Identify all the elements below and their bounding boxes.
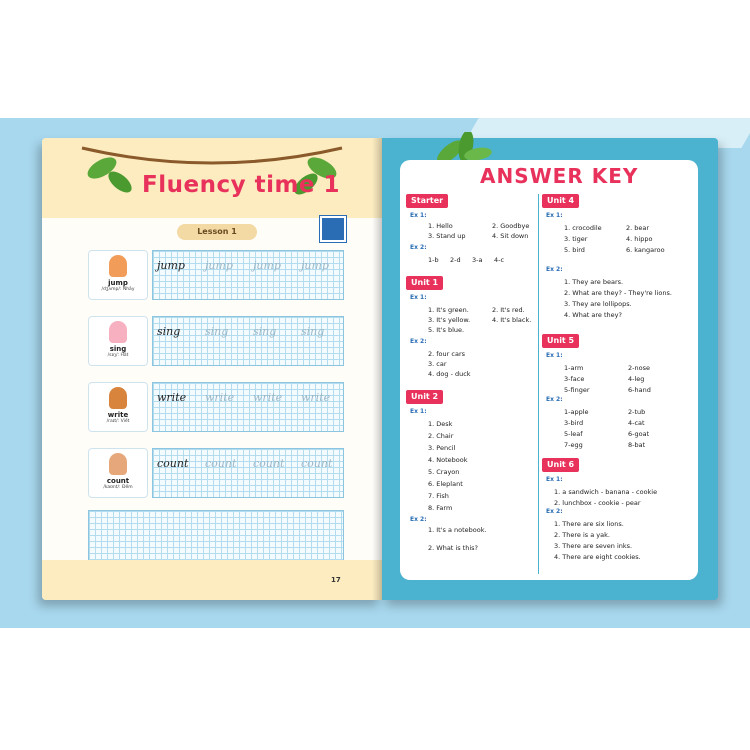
trace-word-dotted: count <box>205 457 237 470</box>
answer: 2. bear <box>626 224 650 232</box>
answer: 1. They are bears. <box>564 278 624 286</box>
unit-label-5: Unit 5 <box>542 334 579 348</box>
answer: 2. What are they? - They're lions. <box>564 289 672 297</box>
answer: 3. car <box>428 360 447 368</box>
answer: 1. a sandwich - banana - cookie <box>554 488 658 496</box>
answer: 4-c <box>494 256 505 264</box>
handwriting-grid <box>152 382 344 432</box>
answer-key-panel <box>400 160 698 580</box>
answer: 3-bird <box>564 419 584 427</box>
exercise-label: Ex 2: <box>546 396 563 403</box>
word-card <box>88 316 148 366</box>
answer: 4-cat <box>628 419 645 427</box>
page-title: Fluency time 1 <box>142 172 341 198</box>
practice-row <box>88 250 344 300</box>
answer: 1. There are six lions. <box>554 520 624 528</box>
unit-label-6: Unit 6 <box>542 458 579 472</box>
trace-word-dotted: write <box>253 391 283 404</box>
singing-kid-icon <box>109 321 127 343</box>
answer: 1-arm <box>564 364 584 372</box>
answer: 8-bat <box>628 441 646 449</box>
jumping-kid-icon <box>109 255 127 277</box>
word-label: sing <box>109 345 127 353</box>
word-card <box>88 448 148 498</box>
exercise-label: Ex 1: <box>546 476 563 483</box>
exercise-label: Ex 2: <box>546 266 563 273</box>
answer: 1. Hello <box>428 222 453 230</box>
word-label: count <box>106 477 130 485</box>
word-label: jump <box>108 279 128 287</box>
answer: 2. Goodbye <box>492 222 530 230</box>
exercise-label: Ex 2: <box>410 244 427 251</box>
answer: 3-face <box>564 375 585 383</box>
exercise-label: Ex 2: <box>410 516 427 523</box>
practice-row <box>88 448 344 498</box>
trace-word-dotted: sing <box>205 325 229 338</box>
answer: 1-b <box>428 256 439 264</box>
trace-word-dotted: write <box>205 391 235 404</box>
answer: 1. Desk <box>428 420 453 428</box>
answer: 8. Farm <box>428 504 453 512</box>
trace-word-dotted: write <box>301 391 331 404</box>
answer: 3. There are seven inks. <box>554 542 633 550</box>
page-number: 17 <box>331 576 341 584</box>
answer: 3. They are lollipops. <box>564 300 632 308</box>
answer: 2-nose <box>628 364 650 372</box>
trace-word-dotted: jump <box>301 259 329 272</box>
answer: 4. What are they? <box>564 311 622 319</box>
answer: 1. crocodile <box>564 224 602 232</box>
word-card <box>88 382 148 432</box>
trace-word-dotted: sing <box>301 325 325 338</box>
answer-key-title: ANSWER KEY <box>480 164 639 188</box>
trace-word-dotted: jump <box>253 259 281 272</box>
answer: 7. Fish <box>428 492 449 500</box>
answer: 7-egg <box>564 441 583 449</box>
qr-code-icon <box>320 216 346 242</box>
answer: 1. It's a notebook. <box>428 526 487 534</box>
answer: 3. Pencil <box>428 444 456 452</box>
answer: 2. four cars <box>428 350 466 358</box>
trace-word: jump <box>157 259 185 272</box>
exercise-label: Ex 1: <box>410 408 427 415</box>
answer: 2-tub <box>628 408 646 416</box>
exercise-label: Ex 1: <box>410 294 427 301</box>
answer: 6. kangaroo <box>626 246 665 254</box>
answer: 3. It's yellow. <box>428 316 471 324</box>
exercise-label: Ex 1: <box>410 212 427 219</box>
trace-word-dotted: jump <box>205 259 233 272</box>
answer: 4. Sit down <box>492 232 529 240</box>
trace-word: count <box>157 457 189 470</box>
exercise-label: Ex 1: <box>546 352 563 359</box>
answer: 2. Chair <box>428 432 454 440</box>
answer: 6-goat <box>628 430 650 438</box>
answer: 6-hand <box>628 386 651 394</box>
answer: 2. It's red. <box>492 306 525 314</box>
open-book <box>42 138 718 600</box>
answer: 1. It's green. <box>428 306 469 314</box>
word-ipa: /sɪŋ/: Hát <box>107 353 129 358</box>
trace-word: sing <box>157 325 181 338</box>
trace-word: write <box>157 391 187 404</box>
answer: 4. It's black. <box>492 316 532 324</box>
trace-word-dotted: sing <box>253 325 277 338</box>
answer: 3. tiger <box>564 235 588 243</box>
practice-row <box>88 382 344 432</box>
unit-label-4: Unit 4 <box>542 194 579 208</box>
word-card <box>88 250 148 300</box>
answer: 4-leg <box>628 375 645 383</box>
word-ipa: /dʒʌmp/: Nhảy <box>101 287 135 292</box>
exercise-label: Ex 2: <box>410 338 427 345</box>
answer: 2. lunchbox - cookie - pear <box>554 499 641 507</box>
answer: 2. What is this? <box>428 544 478 552</box>
word-label: write <box>107 411 129 419</box>
answer: 5-finger <box>564 386 590 394</box>
practice-row <box>88 316 344 366</box>
answer: 5. bird <box>564 246 585 254</box>
answer: 2-d <box>450 256 461 264</box>
answer: 5. Crayon <box>428 468 460 476</box>
left-page <box>42 138 382 600</box>
unit-label-starter: Starter <box>406 194 448 208</box>
answer: 2. There is a yak. <box>554 531 610 539</box>
trace-word-dotted: count <box>253 457 285 470</box>
answer: 6. Eleplant <box>428 480 463 488</box>
answer: 3-a <box>472 256 483 264</box>
handwriting-grid <box>152 250 344 300</box>
handwriting-grid <box>152 448 344 498</box>
answer: 4. Notebook <box>428 456 468 464</box>
counting-kid-icon <box>109 453 127 475</box>
trace-word-dotted: count <box>301 457 333 470</box>
answer: 5-leaf <box>564 430 583 438</box>
lesson-label: Lesson 1 <box>177 224 257 240</box>
answer: 3. Stand up <box>428 232 466 240</box>
answer: 1-apple <box>564 408 589 416</box>
writing-kid-icon <box>109 387 127 409</box>
unit-label-2: Unit 2 <box>406 390 443 404</box>
unit-label-1: Unit 1 <box>406 276 443 290</box>
word-ipa: /kaʊnt/: Đếm <box>103 485 133 490</box>
answer: 4. dog - duck <box>428 370 471 378</box>
word-ipa: /raɪt/: Viết <box>106 419 130 424</box>
right-page <box>382 138 718 600</box>
column-divider <box>538 194 539 574</box>
answer: 5. It's blue. <box>428 326 465 334</box>
answer: 4. hippo <box>626 235 653 243</box>
handwriting-grid <box>152 316 344 366</box>
answer: 4. There are eight cookies. <box>554 553 641 561</box>
exercise-label: Ex 1: <box>546 212 563 219</box>
exercise-label: Ex 2: <box>546 508 563 515</box>
